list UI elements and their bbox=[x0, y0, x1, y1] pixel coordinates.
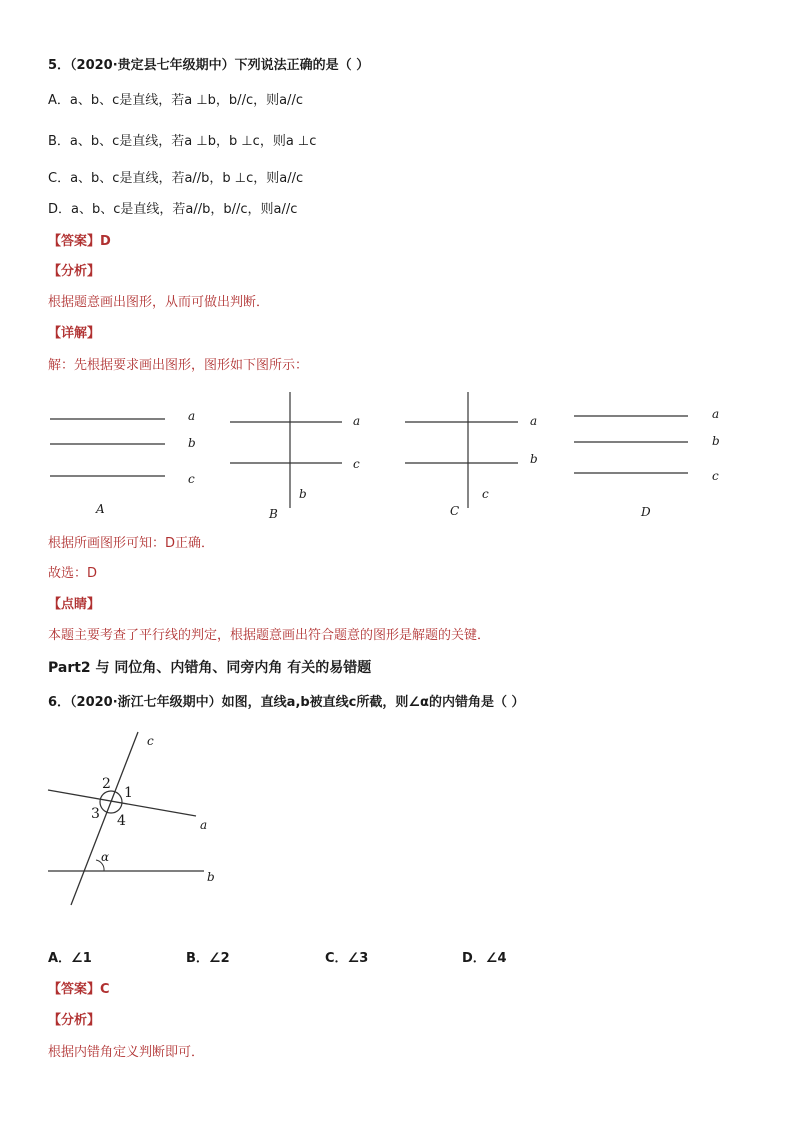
label-a: a bbox=[353, 414, 361, 428]
label-b: b bbox=[530, 452, 538, 466]
q5-detail: 解：先根据要求画出图形，图形如下图所示： bbox=[48, 358, 309, 373]
label-c: c bbox=[147, 734, 154, 748]
figure-a bbox=[40, 395, 220, 525]
q5-option-a: A．a、b、c是直线，若a ⊥b，b//c，则a//c bbox=[48, 93, 303, 108]
q5-comment-label: 【点睛】 bbox=[48, 597, 101, 612]
q6-figure bbox=[44, 730, 234, 915]
q5-analysis-label: 【分析】 bbox=[48, 264, 101, 279]
answer-value: D bbox=[100, 234, 111, 249]
q5-answer bbox=[48, 234, 111, 250]
figure-d bbox=[568, 395, 738, 525]
answer-label: 【答案】 bbox=[48, 234, 101, 249]
q6-analysis-label: 【分析】 bbox=[48, 1013, 101, 1028]
part2-heading: Part2 与 同位角、内错角、同旁内角 有关的易错题 bbox=[48, 660, 372, 676]
label-b: b bbox=[299, 487, 307, 501]
q5-option-c: C．a、b、c是直线，若a//b，b ⊥c，则a//c bbox=[48, 171, 304, 186]
caption-a: A bbox=[96, 502, 105, 516]
label-b: b bbox=[712, 434, 720, 448]
label-a: a bbox=[200, 818, 208, 832]
q5-conclusion: 根据所画图形可知：D正确． bbox=[48, 536, 215, 551]
q6-option-c: C．∠3 bbox=[325, 951, 369, 966]
label-a: a bbox=[530, 414, 538, 428]
label-c: c bbox=[712, 469, 719, 483]
caption-b: B bbox=[269, 507, 278, 521]
line-c bbox=[71, 732, 138, 905]
label-b: b bbox=[188, 436, 196, 450]
q5-option-d: D．a、b、c是直线，若a//b，b//c，则a//c bbox=[48, 202, 298, 217]
q5-stem: 5．（2020·贵定县七年级期中）下列说法正确的是（ ） bbox=[48, 58, 370, 73]
label-a: a bbox=[188, 409, 196, 423]
q6-answer bbox=[48, 982, 110, 998]
alpha-label: α bbox=[101, 850, 110, 864]
q5-analysis: 根据题意画出图形，从而可做出判断． bbox=[48, 295, 270, 310]
q6-analysis: 根据内错角定义判断即可． bbox=[48, 1045, 205, 1060]
q6-option-a: A．∠1 bbox=[48, 951, 92, 966]
q5-comment: 本题主要考查了平行线的判定，根据题意画出符合题意的图形是解题的关键． bbox=[48, 628, 491, 643]
q5-choice: 故选：D bbox=[48, 566, 98, 581]
label-c: c bbox=[188, 472, 195, 486]
angle-2-label: 2 bbox=[102, 776, 111, 792]
q5-detail-label: 【详解】 bbox=[48, 326, 101, 341]
q6-stem: 6．（2020·浙江七年级期中）如图，直线a,b被直线c所截，则∠α的内错角是（ ） bbox=[48, 695, 525, 710]
q5-option-b: B．a、b、c是直线，若a ⊥b，b ⊥c，则a ⊥c bbox=[48, 134, 317, 149]
figure-b bbox=[225, 390, 385, 525]
angle-1-label: 1 bbox=[124, 785, 133, 801]
caption-c: C bbox=[450, 504, 460, 518]
answer-label: 【答案】 bbox=[48, 982, 101, 997]
label-c: c bbox=[482, 487, 489, 501]
angle-4-label: 4 bbox=[117, 813, 126, 829]
label-b: b bbox=[207, 870, 215, 884]
angle-3-label: 3 bbox=[91, 806, 100, 822]
figure-c bbox=[400, 390, 560, 525]
answer-value: C bbox=[100, 982, 110, 997]
label-c: c bbox=[353, 457, 360, 471]
caption-d: D bbox=[641, 505, 651, 519]
q6-option-d: D．∠4 bbox=[462, 951, 507, 966]
q6-option-b: B．∠2 bbox=[186, 951, 230, 966]
label-a: a bbox=[712, 407, 720, 421]
